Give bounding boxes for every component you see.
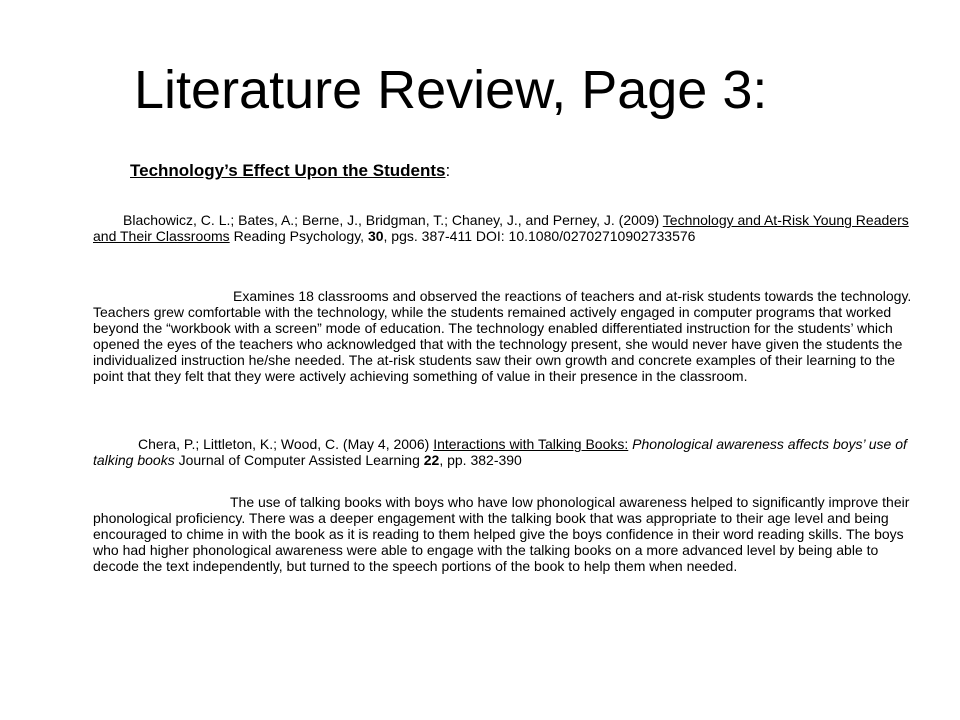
- ref2-authors: Chera, P.; Littleton, K.; Wood, C. (May 4, 2006): [138, 436, 434, 452]
- ref2-volume: 22: [423, 452, 440, 468]
- summary-blachowicz: [93, 288, 913, 384]
- summary1-text: Examines 18 classrooms and observed the reactions of teachers and at-risk students towards the technology. Teachers grew comfortable with the technology, while the students remained actively engaged in computer programs that worked beyond the “workbook with a screen” mode of education. The technology enabled differentiated instruction for the students’ which opened the eyes of the teachers who acknowledged that with the technology present, she would never have given the students the individualized instruction he/she needed. The at-risk students saw their own growth and concrete examples of their learning to the point that they felt that they were actively achieving something of value in their presence in the classroom.: [93, 288, 912, 384]
- ref2-article-title: Interactions with Talking Books:: [433, 436, 629, 452]
- section-heading-colon: :: [445, 161, 451, 180]
- summary2-text: The use of talking books with boys who have low phonological awareness helped to significantly improve their phonological proficiency. There was a deeper engagement with the talking book that was appropriate to their age level and being encouraged to chime in with the book as it is reading to them helped give the boys confidence in their word reading skills. The boys who had higher phonological awareness were able to engage with the talking books on a more advanced level by being able to decode the text independently, but turned to the speech portions of the book to help them when needed.: [93, 494, 910, 574]
- section-heading-text: Technology’s Effect Upon the Students: [130, 161, 446, 180]
- ref2-journal: Journal of Computer Assisted Learning: [174, 452, 424, 468]
- slide-title: Literature Review, Page 3:: [134, 60, 768, 120]
- ref1-journal: Reading Psychology,: [229, 228, 368, 244]
- ref1-volume: 30: [367, 228, 384, 244]
- ref1-article-title: Technology and At-Risk Young Readers and Their Classrooms: [93, 212, 909, 244]
- ref2-pages: , pp. 382-390: [439, 452, 522, 468]
- ref1-authors: Blachowicz, C. L.; Bates, A.; Berne, J., Bridgman, T.; Chaney, J., and Perney, J. (2009): [123, 212, 663, 228]
- ref1-pages-doi: , pgs. 387-411 DOI: 10.1080/02702710902733576: [383, 228, 696, 244]
- reference-chera: [93, 436, 913, 468]
- section-heading: [130, 160, 450, 182]
- summary-chera: [93, 494, 913, 574]
- reference-blachowicz: [93, 212, 913, 244]
- ref2-subtitle: Phonological awareness affects boys’ use of talking books: [93, 436, 907, 468]
